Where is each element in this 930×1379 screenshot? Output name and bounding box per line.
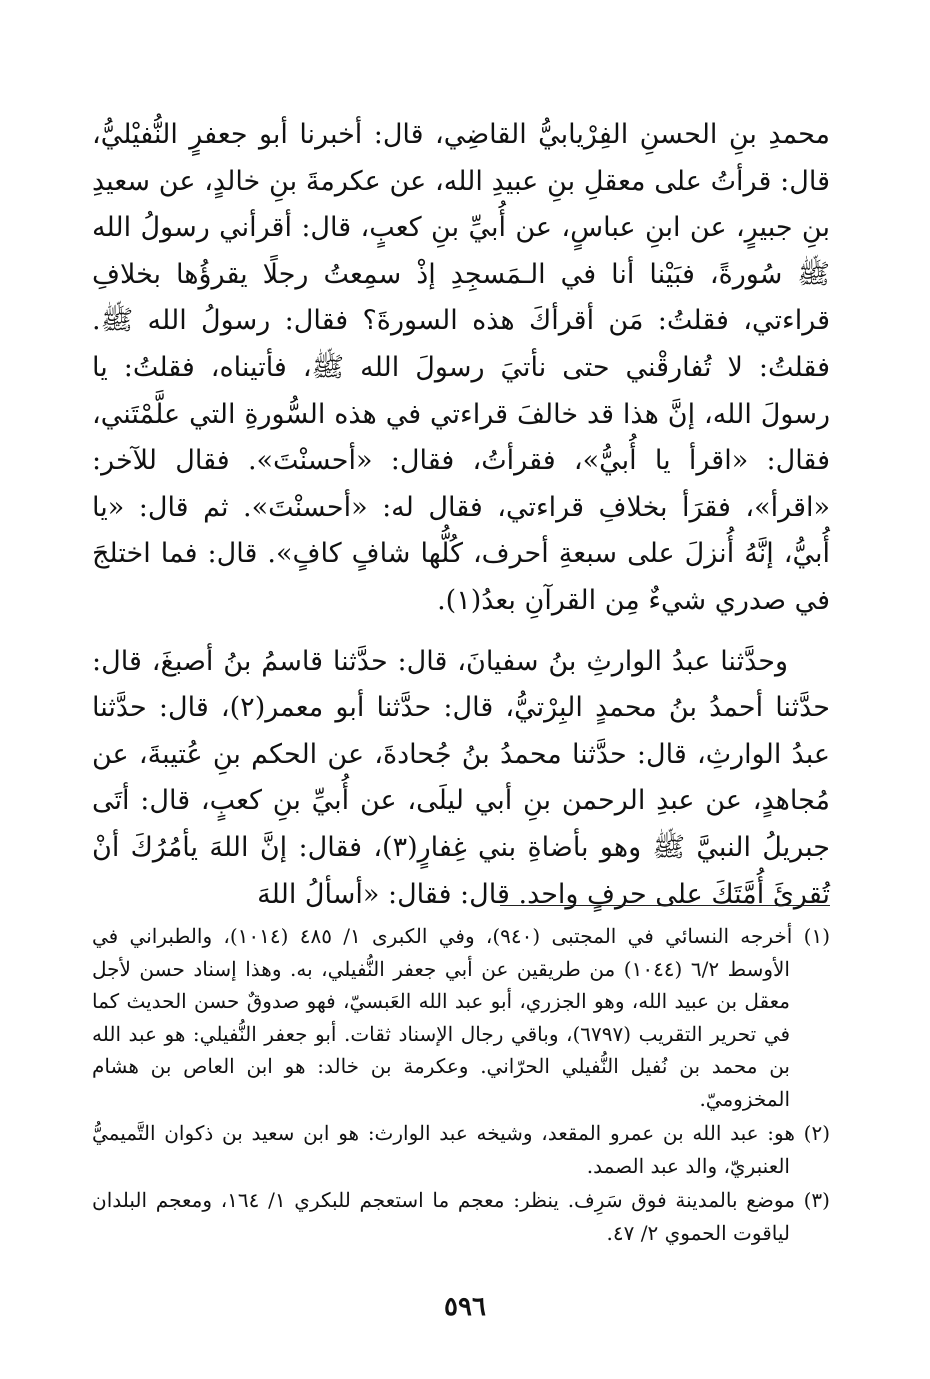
- page-number: ٥٩٦: [444, 1292, 486, 1322]
- footnote-2: (٢) هو: عبد الله بن عمرو المقعد، وشيخه عبد الوارث: هو ابن سعيد بن ذكوان التَّميميُّ العنبريّ، والد عبد الصمد.: [92, 1121, 830, 1178]
- footnote-3: (٣) موضع بالمدينة فوق سَرِف. ينظر: معجم ما استعجم للبكري ١/ ١٦٤، ومعجم البلدان لياقوت الحموي ٢/ ٤٧.: [92, 1188, 830, 1245]
- footnote-divider: [500, 905, 830, 906]
- footnotes: [92, 920, 830, 1251]
- footnote-1: (١) أخرجه النسائي في المجتبى (٩٤٠)، وفي الكبرى ١/ ٤٨٥ (١٠١٤)، والطبراني في الأوسط ٦/٢ (١٠٤٤) من طريقين عن أبي جعفر النُّفيلي، به. وهذا إسناد حسن لأجل معقل بن عبيد الله، وهو الجزري، أبو عبد الله العَبسيّ، فهو صدوقٌ حسن الحديث كما في تحرير التقريب (٦٧٩٧)، وباقي رجال الإسناد ثقات. أبو جعفر النُّفيلي: هو عبد الله بن محمد بن نُفيل النُّفيلي الحرّاني. وعكرمة بن خالد: هو ابن العاص بن هشام المخزوميّ.: [92, 924, 830, 1111]
- main-text: [92, 112, 830, 918]
- paragraph-hadith-1: محمدِ بنِ الحسنِ الفِرْيابيُّ القاضِي، قال: أخبرنا أبو جعفرٍ النُّفيْليُّ، قال: قرأتُ على معقلِ بنِ عبيدِ الله، عن عكرمةَ بنِ خالدٍ، عن سعيدِ بنِ جبيرٍ، عن ابنِ عباسٍ، عن أُبيِّ بنِ كعبٍ، قال: أقرأني رسولُ الله ﷺ سُورةً، فبَيْنا أنا في الـمَسجِدِ إذْ سمِعتُ رجلًا يقرؤُها بخلافِ قراءتي، فقلتُ: مَن أقرأكَ هذه السورةَ؟ فقال: رسولُ الله ﷺ. فقلتُ: لا تُفارقْني حتى نأتيَ رسولَ الله ﷺ، فأتيناه، فقلتُ: يا رسولَ الله، إنَّ هذا قد خالفَ قراءتي في هذه السُّورةِ التي علَّمْتَني، فقال: «اقرأ يا أُبيُّ»، فقرأتُ، فقال: «أحسنْتَ». فقال للآخر: «اقرأ»، فقرَأ بخلافِ قراءتي، فقال له: «أحسنْتَ». ثم قال: «يا أُبيُّ، إنَّهُ أُنزلَ على سبعةِ أحرف، كُلُّها شافٍ كافٍ». قال: فما اختلجَ في صدري شيءٌ مِن القرآنِ بعدُ(١).: [92, 119, 830, 616]
- paragraph-hadith-2: وحدَّثنا عبدُ الوارثِ بنُ سفيانَ، قال: حدَّثنا قاسمُ بنُ أصبغَ، قال: حدَّثنا أحمدُ بنُ محمدٍ البِرْتيُّ، قال: حدَّثنا أبو معمر(٢)، قال: حدَّثنا عبدُ الوارثِ، قال: حدَّثنا محمدُ بنُ جُحادةَ، عن الحكم بنِ عُتيبةَ، عن مُجاهدٍ، عن عبدِ الرحمن بنِ أبي ليلَى، عن أُبيِّ بنِ كعبٍ، قال: أتَى جبريلُ النبيَّ ﷺ وهو بأضاةِ بني غِفارٍ(٣)، فقال: إنَّ اللهَ يأمُرُكَ أنْ تُقرئَ أُمَّتَكَ على حرفٍ واحد. قال: فقال: «أسألُ اللهَ: [92, 645, 830, 910]
